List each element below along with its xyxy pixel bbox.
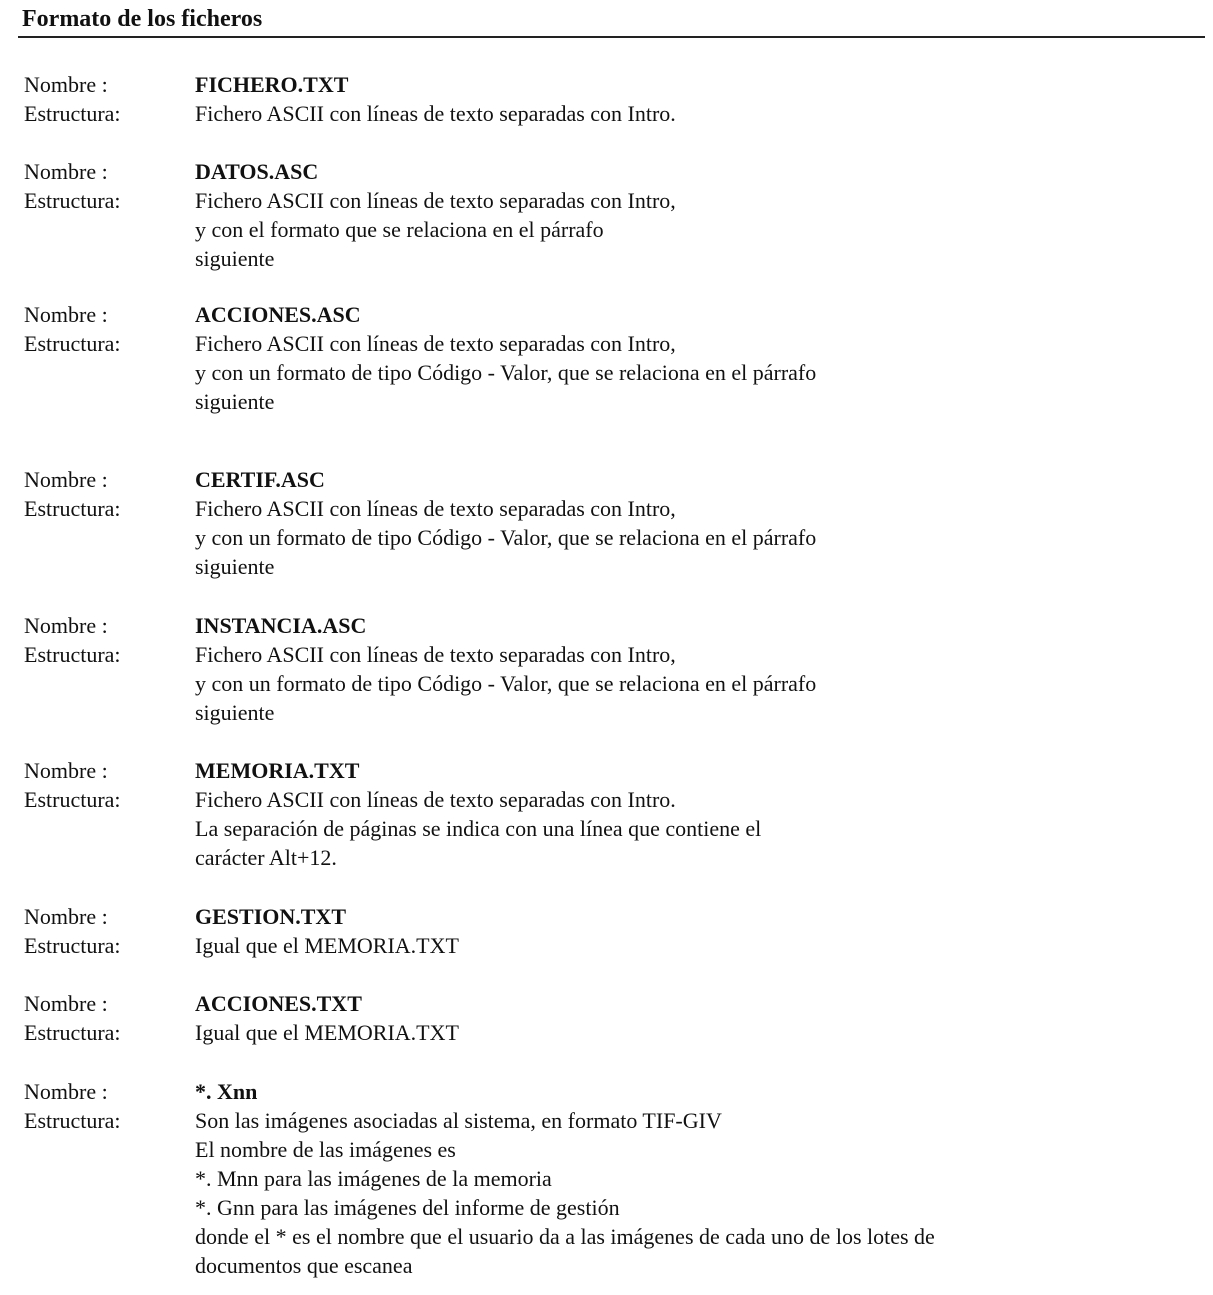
page-title: Formato de los ficheros bbox=[22, 6, 263, 32]
estructura-label: Estructura: bbox=[24, 496, 121, 521]
file-description bbox=[195, 465, 816, 581]
structure-text-line: Igual que el MEMORIA.TXT bbox=[195, 1020, 459, 1045]
estructura-label: Estructura: bbox=[24, 1108, 121, 1133]
structure-text-line: siguiente bbox=[195, 700, 275, 725]
file-description bbox=[195, 70, 676, 128]
file-description bbox=[195, 611, 816, 727]
structure-text-line: Fichero ASCII con líneas de texto separadas con Intro, bbox=[195, 642, 676, 667]
nombre-label: Nombre : bbox=[24, 302, 108, 327]
structure-text-line: *. Gnn para las imágenes del informe de gestión bbox=[195, 1195, 620, 1220]
file-description bbox=[195, 157, 676, 273]
estructura-label: Estructura: bbox=[24, 188, 121, 213]
nombre-label: Nombre : bbox=[24, 467, 108, 492]
structure-text-line: siguiente bbox=[195, 389, 275, 414]
file-name: CERTIF.ASC bbox=[195, 467, 325, 492]
file-name: MEMORIA.TXT bbox=[195, 758, 360, 783]
structure-text-line: La separación de páginas se indica con una línea que contiene el bbox=[195, 816, 762, 841]
structure-text-line: Fichero ASCII con líneas de texto separadas con Intro. bbox=[195, 101, 676, 126]
structure-text-line: carácter Alt+12. bbox=[195, 845, 337, 870]
file-description bbox=[195, 756, 761, 872]
estructura-label: Estructura: bbox=[24, 1020, 121, 1045]
structure-text-line: El nombre de las imágenes es bbox=[195, 1137, 456, 1162]
file-description bbox=[195, 989, 459, 1047]
structure-text-line: *. Mnn para las imágenes de la memoria bbox=[195, 1166, 552, 1191]
structure-text-line: y con un formato de tipo Código - Valor, que se relaciona en el párrafo bbox=[195, 525, 817, 550]
nombre-label: Nombre : bbox=[24, 991, 108, 1016]
structure-text-line: donde el * es el nombre que el usuario da a las imágenes de cada uno de los lotes de bbox=[195, 1224, 935, 1249]
structure-text-line: Fichero ASCII con líneas de texto separadas con Intro, bbox=[195, 496, 676, 521]
nombre-label: Nombre : bbox=[24, 159, 108, 184]
structure-text-line: Fichero ASCII con líneas de texto separadas con Intro, bbox=[195, 331, 676, 356]
nombre-label: Nombre : bbox=[24, 72, 108, 97]
nombre-label: Nombre : bbox=[24, 613, 108, 638]
file-name: ACCIONES.ASC bbox=[195, 302, 361, 327]
estructura-label: Estructura: bbox=[24, 331, 121, 356]
structure-text-line: Igual que el MEMORIA.TXT bbox=[195, 933, 459, 958]
file-name: *. Xnn bbox=[195, 1079, 258, 1104]
nombre-label: Nombre : bbox=[24, 904, 108, 929]
estructura-label: Estructura: bbox=[24, 787, 121, 812]
file-description bbox=[195, 300, 816, 416]
structure-text-line: siguiente bbox=[195, 246, 275, 271]
structure-text-line: documentos que escanea bbox=[195, 1253, 413, 1278]
estructura-label: Estructura: bbox=[24, 933, 121, 958]
file-name: ACCIONES.TXT bbox=[195, 991, 362, 1016]
estructura-label: Estructura: bbox=[24, 101, 121, 126]
structure-text-line: siguiente bbox=[195, 554, 275, 579]
file-name: DATOS.ASC bbox=[195, 159, 319, 184]
structure-text-line: Fichero ASCII con líneas de texto separadas con Intro. bbox=[195, 787, 676, 812]
file-name: GESTION.TXT bbox=[195, 904, 346, 929]
structure-text-line: y con un formato de tipo Código - Valor, que se relaciona en el párrafo bbox=[195, 360, 817, 385]
estructura-label: Estructura: bbox=[24, 642, 121, 667]
file-name: FICHERO.TXT bbox=[195, 72, 349, 97]
structure-text-line: Fichero ASCII con líneas de texto separadas con Intro, bbox=[195, 188, 676, 213]
structure-text-line: y con un formato de tipo Código - Valor, que se relaciona en el párrafo bbox=[195, 671, 817, 696]
file-description bbox=[195, 1077, 935, 1280]
title-underline bbox=[18, 36, 1205, 38]
nombre-label: Nombre : bbox=[24, 758, 108, 783]
file-description bbox=[195, 902, 459, 960]
structure-text-line: y con el formato que se relaciona en el párrafo bbox=[195, 217, 604, 242]
nombre-label: Nombre : bbox=[24, 1079, 108, 1104]
structure-text-line: Son las imágenes asociadas al sistema, en formato TIF-GIV bbox=[195, 1108, 722, 1133]
file-name: INSTANCIA.ASC bbox=[195, 613, 367, 638]
